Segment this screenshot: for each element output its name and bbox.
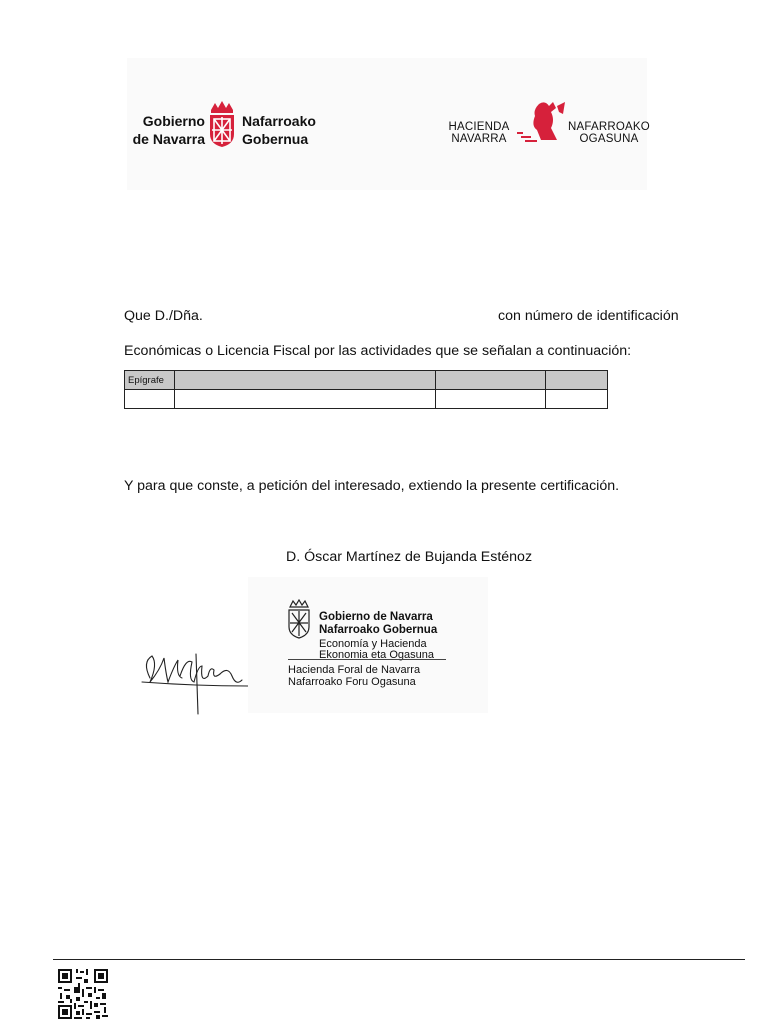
table-row [125,390,608,409]
hacienda-figure-icon [511,100,569,146]
stamp-line-4: Ekonomia eta Ogasuna [319,649,434,661]
gobierno-navarra-logo [122,100,332,150]
stamp-line-1: Gobierno de Navarra [319,611,433,623]
stamp-line-2: Nafarroako Gobernua [319,624,438,636]
logo-right-text: Nafarroako Gobernua [242,113,316,147]
qr-code-icon [58,969,108,1019]
navarra-crest-icon [207,100,237,148]
header-cell-epigrafe: Epígrafe [125,371,175,390]
official-stamp [248,577,488,713]
epigrafe-table [124,370,608,409]
que-dna-label: Que D./Dña. [124,308,203,324]
navarra-crest-icon [286,599,312,639]
activities-text: Económicas o Licencia Fiscal por las actividades que se señalan a continuación: [124,343,632,359]
footer-divider [53,959,745,960]
signer-name: D. Óscar Martínez de Bujanda Esténoz [286,549,533,565]
stamp-line-3: Economía y Hacienda [319,638,427,650]
signature-image [136,636,252,720]
closing-text: Y para que conste, a petición del interesado, extiendo la presente certificación. [124,478,620,494]
table-header-row [125,371,608,390]
table-cell [125,390,175,409]
logo-left-text: Gobierno de Navarra [132,113,205,147]
table-cell [436,390,546,409]
identification-label: con número de identificación [498,308,679,324]
table-cell [175,390,436,409]
stamp-line-5: Hacienda Foral de Navarra [288,664,421,676]
stamp-line-6: Nafarroako Foru Ogasuna [288,676,416,688]
stamp-divider [288,659,446,660]
header-cell-3 [436,371,546,390]
hacienda-right-text: NAFARROAKO OGASUNA [568,121,650,145]
table-cell [546,390,608,409]
header-cell-2 [175,371,436,390]
hacienda-left-text: HACIENDA NAVARRA [448,121,510,145]
header-cell-4 [546,371,608,390]
hacienda-navarra-logo [445,100,655,150]
